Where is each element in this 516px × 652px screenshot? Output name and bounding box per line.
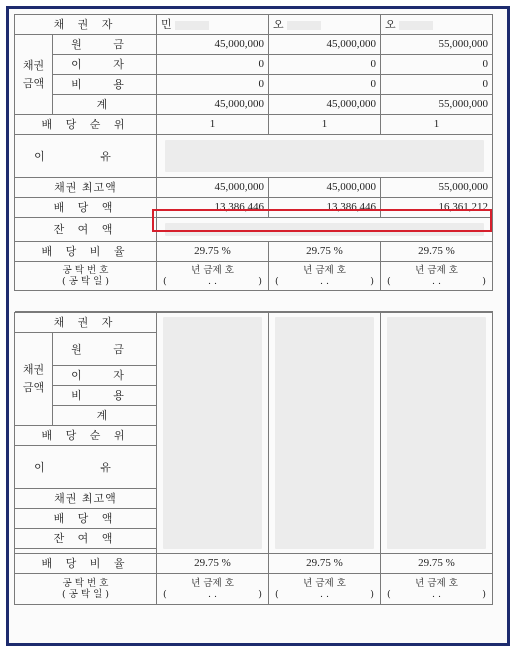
creditor-row-2 <box>15 313 493 333</box>
interest-3: 0 <box>381 55 493 75</box>
remain-label-2: 잔 여 액 <box>15 529 157 549</box>
max-3: 55,000,000 <box>381 178 493 198</box>
max-label-2: 채권 최고액 <box>15 489 157 509</box>
interest-row <box>15 55 493 75</box>
interest-label: 이 자 <box>53 55 157 75</box>
reason-row <box>15 135 493 178</box>
order-3: 1 <box>381 115 493 135</box>
creditor-label-2: 채 권 자 <box>15 313 157 333</box>
creditor-1: 민 <box>157 15 269 35</box>
interest-2: 0 <box>269 55 381 75</box>
dividend-label-2: 배 당 액 <box>15 509 157 529</box>
distribution-table-2 <box>14 312 493 605</box>
principal-1: 45,000,000 <box>157 35 269 55</box>
dividend-3: 16,361,212 <box>381 198 493 218</box>
ratio-2-1: 29.75 % <box>157 554 269 574</box>
deposit-label-2 <box>15 574 157 605</box>
remain-label: 잔 여 액 <box>15 218 157 242</box>
cost-label: 비 용 <box>53 75 157 95</box>
ratio-2-3: 29.75 % <box>381 554 493 574</box>
ratio-label: 배 당 비 율 <box>15 242 157 262</box>
total-label: 계 <box>53 95 157 115</box>
max-row <box>15 178 493 198</box>
deposit-3: 년 금제 호 ( . . ) <box>381 262 493 291</box>
claim-amount-label: 채권 금액 <box>15 35 53 115</box>
cost-row <box>15 75 493 95</box>
max-label: 채권 최고액 <box>15 178 157 198</box>
ratio-2: 29.75 % <box>269 242 381 262</box>
dividend-label: 배 당 액 <box>15 198 157 218</box>
dividend-1: 13,386,446 <box>157 198 269 218</box>
cost-3: 0 <box>381 75 493 95</box>
principal-label: 원 금 <box>53 35 157 55</box>
order-1: 1 <box>157 115 269 135</box>
deposit-2-1: 년 금제 호 ( . . ) <box>157 574 269 605</box>
distribution-table-sheet <box>14 14 492 605</box>
cost-1: 0 <box>157 75 269 95</box>
creditor-label: 채 권 자 <box>15 15 157 35</box>
reason-label-2: 이 유 <box>15 446 157 489</box>
ratio-label-2: 배 당 비 율 <box>15 554 157 574</box>
ratio-row-2 <box>15 554 493 574</box>
deposit-1: 년 금제 호 ( . . ) <box>157 262 269 291</box>
total-2: 45,000,000 <box>269 95 381 115</box>
interest-label-2: 이 자 <box>53 366 157 386</box>
remain-redacted <box>157 218 493 242</box>
principal-row <box>15 35 493 55</box>
deposit-label-line2: ( 공 탁 일 ) <box>61 276 110 287</box>
redacted-col-1 <box>157 313 269 554</box>
order-label: 배 당 순 위 <box>15 115 157 135</box>
deposit-row <box>15 262 493 291</box>
order-2: 1 <box>269 115 381 135</box>
principal-label-2: 원 금 <box>53 333 157 366</box>
order-label-2: 배 당 순 위 <box>15 426 157 446</box>
cost-label-2: 비 용 <box>53 386 157 406</box>
deposit-label2-line1: 공 탁 번 호 <box>62 578 109 589</box>
interest-1: 0 <box>157 55 269 75</box>
deposit-label2-line2: ( 공 탁 일 ) <box>61 589 110 600</box>
total-label-2: 계 <box>53 406 157 426</box>
ratio-1: 29.75 % <box>157 242 269 262</box>
ratio-row <box>15 242 493 262</box>
reason-redacted <box>157 135 493 178</box>
claim-amount-label-2: 채권 금액 <box>15 333 53 426</box>
deposit-label-line1: 공 탁 번 호 <box>62 265 109 276</box>
deposit-row-2 <box>15 574 493 605</box>
total-row <box>15 95 493 115</box>
remain-row <box>15 218 493 242</box>
cost-2: 0 <box>269 75 381 95</box>
redacted-col-2 <box>269 313 381 554</box>
reason-label: 이 유 <box>15 135 157 178</box>
creditor-row <box>15 15 493 35</box>
max-2: 45,000,000 <box>269 178 381 198</box>
principal-2: 45,000,000 <box>269 35 381 55</box>
order-row <box>15 115 493 135</box>
redacted-col-3 <box>381 313 493 554</box>
total-3: 55,000,000 <box>381 95 493 115</box>
total-1: 45,000,000 <box>157 95 269 115</box>
dividend-row <box>15 198 493 218</box>
ratio-3: 29.75 % <box>381 242 493 262</box>
distribution-table-1 <box>14 14 493 312</box>
deposit-2-2: 년 금제 호 ( . . ) <box>269 574 381 605</box>
deposit-2-3: 년 금제 호 ( . . ) <box>381 574 493 605</box>
spacer-row <box>15 291 493 312</box>
principal-3: 55,000,000 <box>381 35 493 55</box>
deposit-2: 년 금제 호 ( . . ) <box>269 262 381 291</box>
creditor-3: 오 <box>381 15 493 35</box>
ratio-2-2: 29.75 % <box>269 554 381 574</box>
dividend-2: 13,386,446 <box>269 198 381 218</box>
deposit-label <box>15 262 157 291</box>
max-1: 45,000,000 <box>157 178 269 198</box>
creditor-2: 오 <box>269 15 381 35</box>
